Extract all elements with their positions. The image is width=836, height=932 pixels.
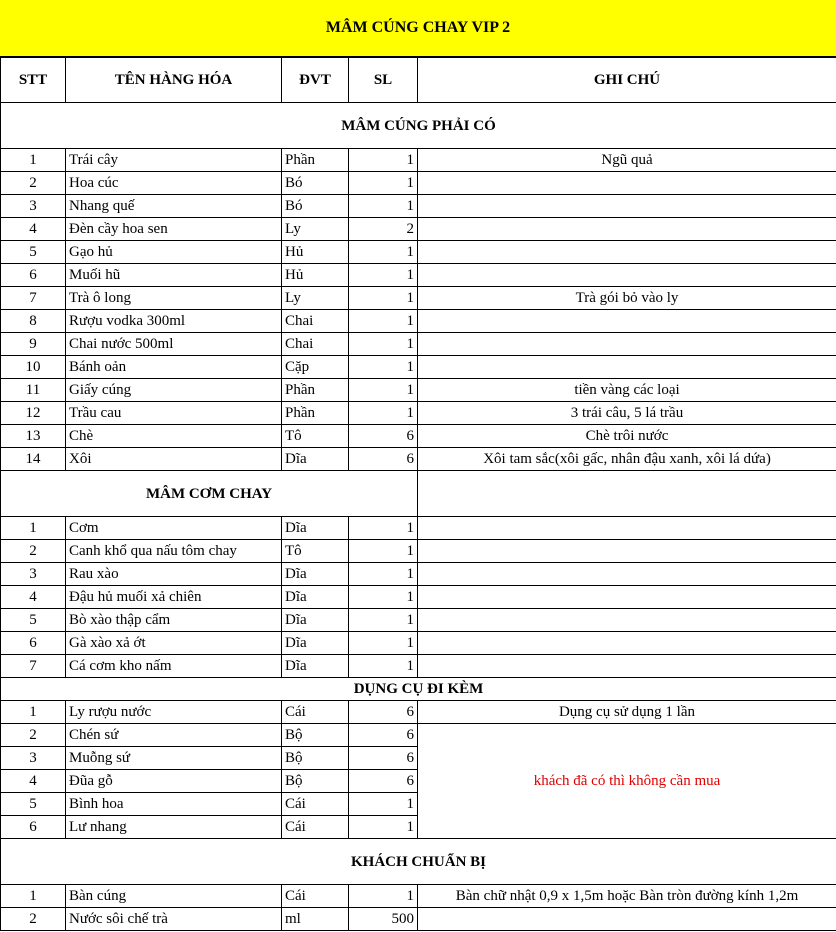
cell-note: Chè trôi nước — [418, 425, 836, 448]
cell-note — [418, 563, 836, 586]
cell-name: Hoa cúc — [66, 172, 282, 195]
cell-name: Gà xào xả ớt — [66, 632, 282, 655]
cell-name: Lư nhang — [66, 816, 282, 839]
cell-unit: Dĩa — [282, 655, 349, 678]
cell-name: Muối hũ — [66, 264, 282, 287]
cell-stt: 9 — [1, 333, 66, 356]
cell-name: Trà ô long — [66, 287, 282, 310]
header-row — [1, 58, 836, 103]
cell-name: Bàn cúng — [66, 885, 282, 908]
cell-note: Bàn chữ nhật 0,9 x 1,5m hoặc Bàn tròn đường kính 1,2m — [418, 885, 836, 908]
cell-unit: Dĩa — [282, 632, 349, 655]
table-row — [1, 356, 836, 379]
table-row — [1, 908, 836, 931]
cell-qty: 1 — [349, 333, 418, 356]
cell-stt: 4 — [1, 218, 66, 241]
cell-note: Ngũ quả — [418, 149, 836, 172]
cell-qty: 1 — [349, 241, 418, 264]
cell-note — [418, 609, 836, 632]
cell-unit: Ly — [282, 218, 349, 241]
cell-stt: 1 — [1, 885, 66, 908]
cell-note: 3 trái câu, 5 lá trầu — [418, 402, 836, 425]
table-row — [1, 517, 836, 540]
cell-unit: Chai — [282, 310, 349, 333]
cell-qty: 6 — [349, 724, 418, 747]
cell-unit: Cặp — [282, 356, 349, 379]
cell-name: Nhang quế — [66, 195, 282, 218]
cell-unit: Bộ — [282, 747, 349, 770]
cell-note — [418, 172, 836, 195]
cell-stt: 11 — [1, 379, 66, 402]
cell-name: Cá cơm kho nấm — [66, 655, 282, 678]
cell-unit: Phần — [282, 149, 349, 172]
cell-qty: 6 — [349, 701, 418, 724]
cell-stt: 3 — [1, 747, 66, 770]
cell-unit: Ly — [282, 287, 349, 310]
cell-qty: 1 — [349, 310, 418, 333]
header-unit: ĐVT — [282, 58, 349, 103]
cell-unit: Phần — [282, 379, 349, 402]
cell-unit: Phần — [282, 402, 349, 425]
cell-stt: 4 — [1, 770, 66, 793]
cell-qty: 1 — [349, 655, 418, 678]
cell-stt: 2 — [1, 540, 66, 563]
cell-stt: 12 — [1, 402, 66, 425]
cell-name: Chè — [66, 425, 282, 448]
section-header-row — [1, 103, 836, 149]
cell-qty: 1 — [349, 816, 418, 839]
cell-qty: 6 — [349, 770, 418, 793]
section-note-cell — [418, 471, 836, 517]
cell-qty: 1 — [349, 586, 418, 609]
cell-unit: Dĩa — [282, 586, 349, 609]
cell-qty: 1 — [349, 632, 418, 655]
header-stt: STT — [1, 58, 66, 103]
cell-name: Cơm — [66, 517, 282, 540]
cell-unit: Bó — [282, 195, 349, 218]
table-row — [1, 563, 836, 586]
header-name: TÊN HÀNG HÓA — [66, 58, 282, 103]
cell-qty: 1 — [349, 540, 418, 563]
cell-qty: 1 — [349, 402, 418, 425]
cell-note — [418, 517, 836, 540]
cell-note — [418, 356, 836, 379]
cell-unit: Chai — [282, 333, 349, 356]
table-row — [1, 172, 836, 195]
cell-note — [418, 195, 836, 218]
cell-unit: Dĩa — [282, 609, 349, 632]
table-row — [1, 402, 836, 425]
cell-unit: Tô — [282, 540, 349, 563]
cell-note — [418, 241, 836, 264]
section-title: MÂM CƠM CHAY — [1, 471, 418, 517]
cell-name: Chén sứ — [66, 724, 282, 747]
cell-note: tiền vàng các loại — [418, 379, 836, 402]
cell-note: Trà gói bỏ vào ly — [418, 287, 836, 310]
table-row — [1, 540, 836, 563]
table-row — [1, 149, 836, 172]
cell-stt: 13 — [1, 425, 66, 448]
cell-unit: Cái — [282, 885, 349, 908]
cell-stt: 7 — [1, 655, 66, 678]
cell-unit: Dĩa — [282, 517, 349, 540]
cell-note — [418, 540, 836, 563]
section-title: DỤNG CỤ ĐI KÈM — [1, 678, 836, 701]
cell-stt: 7 — [1, 287, 66, 310]
cell-qty: 6 — [349, 747, 418, 770]
cell-qty: 1 — [349, 149, 418, 172]
cell-unit: Cái — [282, 701, 349, 724]
cell-unit: ml — [282, 908, 349, 931]
cell-qty: 1 — [349, 356, 418, 379]
cell-unit: Bộ — [282, 724, 349, 747]
cell-stt: 2 — [1, 908, 66, 931]
cell-name: Đèn cầy hoa sen — [66, 218, 282, 241]
table-row — [1, 425, 836, 448]
cell-stt: 1 — [1, 701, 66, 724]
cell-name: Canh khổ qua nấu tôm chay — [66, 540, 282, 563]
cell-name: Đũa gỗ — [66, 770, 282, 793]
item-table — [0, 57, 836, 931]
cell-unit: Dĩa — [282, 563, 349, 586]
cell-stt: 2 — [1, 724, 66, 747]
cell-name: Nước sôi chế trà — [66, 908, 282, 931]
cell-name: Trầu cau — [66, 402, 282, 425]
section-title: KHÁCH CHUẨN BỊ — [1, 839, 836, 885]
cell-qty: 1 — [349, 609, 418, 632]
section-header-row — [1, 839, 836, 885]
cell-name: Rau xào — [66, 563, 282, 586]
table-row — [1, 609, 836, 632]
cell-stt: 5 — [1, 609, 66, 632]
cell-note — [418, 632, 836, 655]
cell-name: Rượu vodka 300ml — [66, 310, 282, 333]
cell-qty: 1 — [349, 195, 418, 218]
section-header-row — [1, 471, 836, 517]
table-row — [1, 287, 836, 310]
cell-stt: 8 — [1, 310, 66, 333]
cell-note: Xôi tam sắc(xôi gấc, nhân đậu xanh, xôi lá dứa) — [418, 448, 836, 471]
cell-stt: 4 — [1, 586, 66, 609]
cell-stt: 2 — [1, 172, 66, 195]
cell-qty: 500 — [349, 908, 418, 931]
cell-name: Bánh oản — [66, 356, 282, 379]
cell-stt: 6 — [1, 816, 66, 839]
cell-qty: 1 — [349, 172, 418, 195]
cell-unit: Bộ — [282, 770, 349, 793]
cell-note — [418, 310, 836, 333]
cell-name: Giấy cúng — [66, 379, 282, 402]
cell-unit: Cái — [282, 793, 349, 816]
table-row — [1, 655, 836, 678]
table-row — [1, 310, 836, 333]
table-row — [1, 632, 836, 655]
table-row — [1, 586, 836, 609]
cell-name: Bò xào thập cẩm — [66, 609, 282, 632]
cell-stt: 10 — [1, 356, 66, 379]
cell-name: Xôi — [66, 448, 282, 471]
cell-unit: Tô — [282, 425, 349, 448]
cell-qty: 1 — [349, 287, 418, 310]
cell-note — [418, 333, 836, 356]
section-header-row — [1, 678, 836, 701]
cell-qty: 1 — [349, 264, 418, 287]
table-row — [1, 218, 836, 241]
cell-stt: 5 — [1, 241, 66, 264]
table-row — [1, 448, 836, 471]
cell-stt: 6 — [1, 632, 66, 655]
table-row — [1, 724, 836, 747]
cell-qty: 1 — [349, 379, 418, 402]
cell-unit: Dĩa — [282, 448, 349, 471]
cell-qty: 1 — [349, 885, 418, 908]
cell-qty: 1 — [349, 563, 418, 586]
cell-note — [418, 218, 836, 241]
table-row — [1, 379, 836, 402]
table-row — [1, 701, 836, 724]
header-qty: SL — [349, 58, 418, 103]
cell-stt: 3 — [1, 195, 66, 218]
cell-note: Dụng cụ sử dụng 1 lần — [418, 701, 836, 724]
cell-note — [418, 908, 836, 931]
section-title: MÂM CÚNG PHẢI CÓ — [1, 103, 836, 149]
cell-stt: 14 — [1, 448, 66, 471]
table-row — [1, 195, 836, 218]
cell-name: Ly rượu nước — [66, 701, 282, 724]
cell-stt: 6 — [1, 264, 66, 287]
cell-name: Muỗng sứ — [66, 747, 282, 770]
cell-name: Trái cây — [66, 149, 282, 172]
cell-name: Gạo hủ — [66, 241, 282, 264]
cell-stt: 1 — [1, 517, 66, 540]
cell-name: Đậu hủ muối xả chiên — [66, 586, 282, 609]
table-row — [1, 333, 836, 356]
cell-qty: 1 — [349, 517, 418, 540]
cell-qty: 6 — [349, 425, 418, 448]
cell-note — [418, 586, 836, 609]
cell-stt: 3 — [1, 563, 66, 586]
cell-name: Bình hoa — [66, 793, 282, 816]
cell-name: Chai nước 500ml — [66, 333, 282, 356]
cell-unit: Cái — [282, 816, 349, 839]
cell-stt: 1 — [1, 149, 66, 172]
cell-unit: Hủ — [282, 241, 349, 264]
cell-note — [418, 655, 836, 678]
cell-stt: 5 — [1, 793, 66, 816]
cell-unit: Bó — [282, 172, 349, 195]
cell-note — [418, 264, 836, 287]
cell-unit: Hủ — [282, 264, 349, 287]
table-row — [1, 241, 836, 264]
cell-qty: 1 — [349, 793, 418, 816]
cell-qty: 2 — [349, 218, 418, 241]
table-row — [1, 264, 836, 287]
sheet-title: MÂM CÚNG CHAY VIP 2 — [0, 0, 836, 57]
cell-note-merged: khách đã có thì không cần mua — [418, 724, 836, 839]
cell-qty: 6 — [349, 448, 418, 471]
table-row — [1, 885, 836, 908]
header-note: GHI CHÚ — [418, 58, 836, 103]
